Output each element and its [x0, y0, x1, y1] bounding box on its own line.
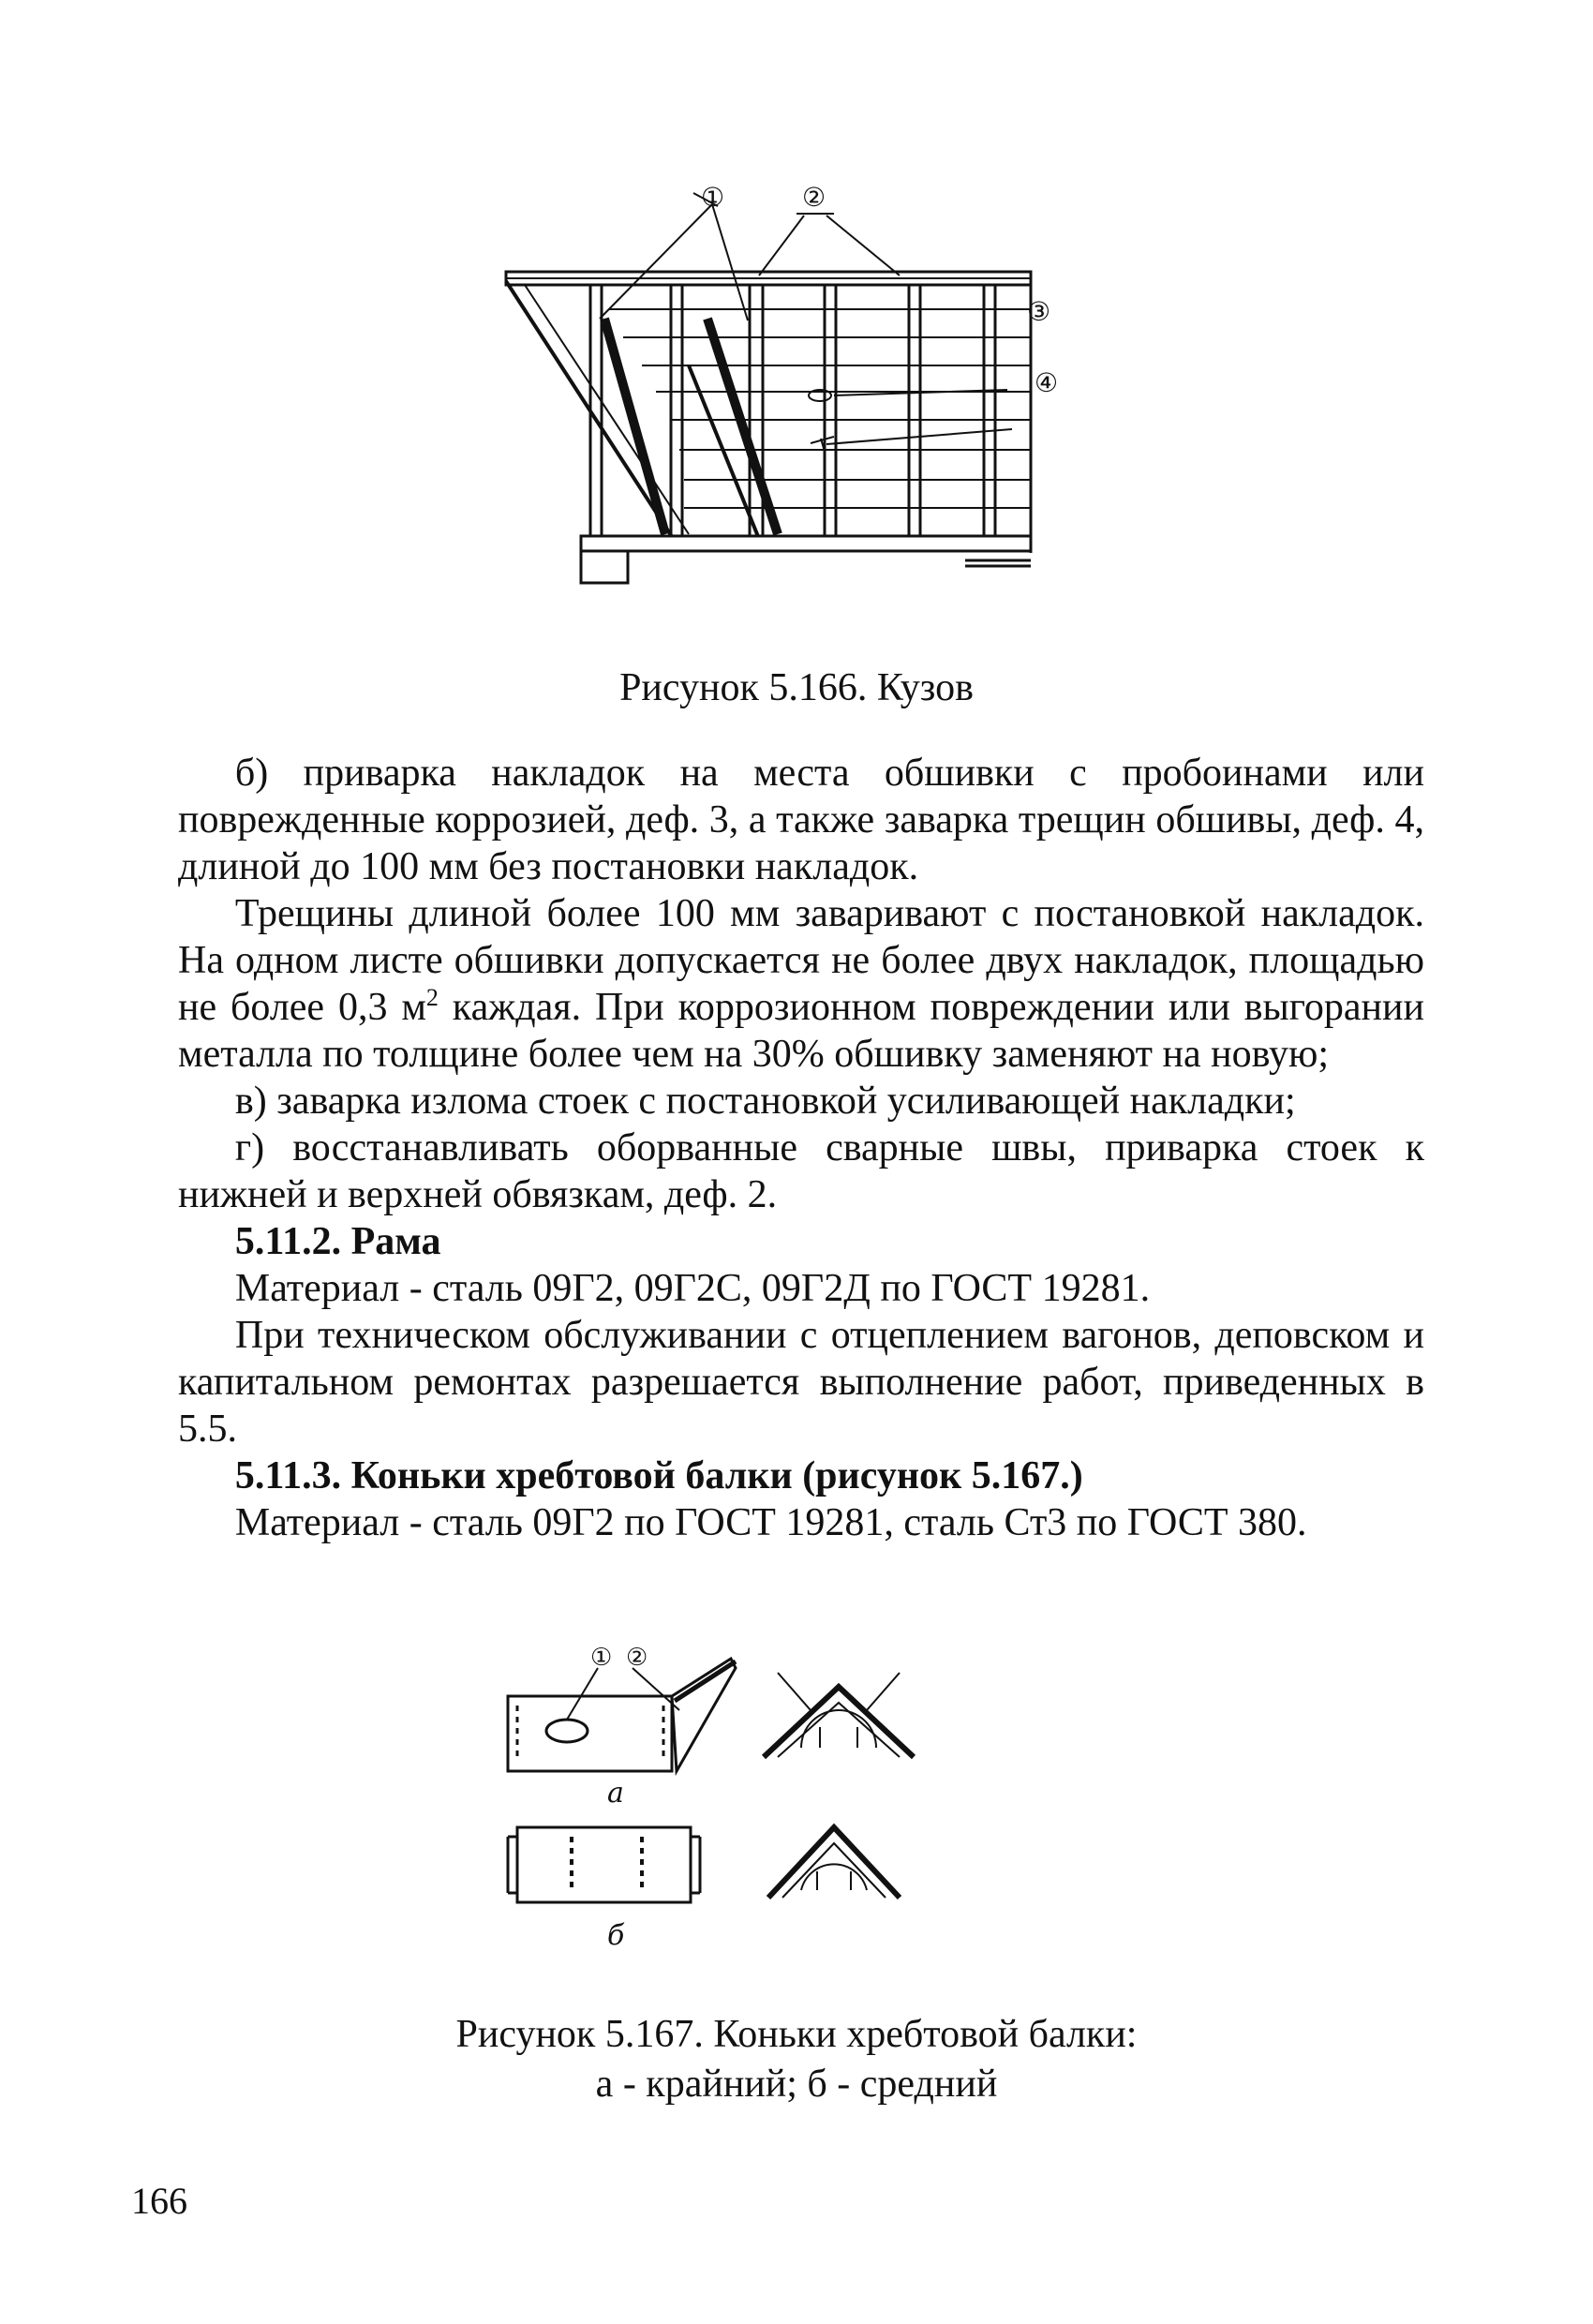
paragraph-cracks-part2: каждая. При коррозионном повреждении или выгорании металла по толщине более чем на 30% обшивку заменяют на новую; — [178, 986, 1424, 1076]
callout-3: ③ — [1027, 296, 1051, 327]
section-heading-5-11-3: 5.11.3. Коньки хребтовой балки (рисунок 5.167.) — [234, 1454, 1083, 1497]
figure-5-167-caption-line1: Рисунок 5.167. Коньки хребтовой балки: — [455, 2013, 1138, 2056]
figure-5-167-drawing — [497, 1645, 1096, 1954]
fig2-callout-1: ① — [590, 1645, 613, 1672]
figure-5-166-drawing — [487, 178, 1087, 628]
section-heading-5-11-2: 5.11.2. Рама — [234, 1220, 441, 1263]
paragraph-g: г) восстанавливать оборванные сварные швы, приварка стоек к нижней и верхней обвязкам, деф. 2. — [178, 1126, 1424, 1216]
paragraph-maintenance: При техническом обслуживании с отцеплением вагонов, деповском и капитальном ремонтах разрешается выполнение работ, приведенных в 5.5. — [178, 1314, 1424, 1451]
page-number: 166 — [131, 2180, 187, 2222]
body-text — [178, 750, 1424, 1546]
label-a: а — [607, 1777, 624, 1810]
figure-5-167-caption-line2: а - крайний; б - средний — [595, 2063, 998, 2106]
callout-1: ① — [701, 182, 725, 213]
paragraph-v: в) заварка излома стоек с постановкой усиливающей накладки; — [234, 1080, 1296, 1123]
paragraph-b: б) приварка накладок на места обшивки с пробоинами или поврежденные коррозией, деф. 3, а также заварка трещин обшивы, деф. 4, длиной до 100 мм без постановки накладок. — [178, 752, 1424, 888]
paragraph-material-ridge: Материал - сталь 09Г2 по ГОСТ 19281, сталь Ст3 по ГОСТ 380. — [234, 1501, 1307, 1544]
callout-2: ② — [802, 182, 826, 213]
paragraph-cracks-part1: Трещины длиной более 100 мм заваривают с постановкой накладок. На одном листе обшивки допускается не более двух накладок, площадью не более 0,3 м — [178, 892, 1424, 1029]
callout-4: ④ — [1035, 367, 1059, 398]
figure-5-166-caption: Рисунок 5.166. Кузов — [619, 666, 974, 709]
paragraph-cracks — [178, 890, 1424, 1078]
fig2-callout-2: ② — [626, 1645, 648, 1672]
superscript-2: 2 — [425, 984, 439, 1011]
paragraph-material-frame: Материал - сталь 09Г2, 09Г2С, 09Г2Д по ГОСТ 19281. — [234, 1267, 1151, 1310]
label-b: б — [607, 1919, 625, 1952]
